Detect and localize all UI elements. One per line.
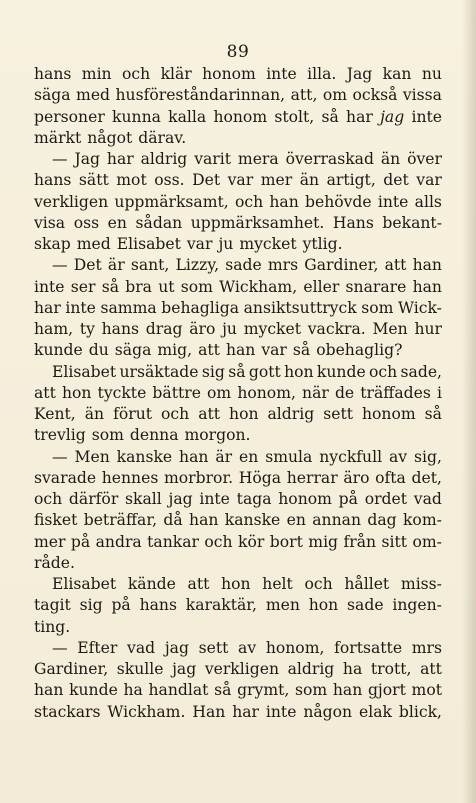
text-line	[34, 595, 442, 616]
word: mot	[411, 681, 442, 700]
word: elak	[359, 702, 392, 721]
word: kände	[127, 575, 176, 593]
word: fisket	[34, 511, 78, 530]
word: verkligen	[34, 192, 109, 211]
word: han	[412, 277, 442, 296]
word: att	[198, 341, 220, 360]
text-line	[34, 362, 442, 383]
word: hon	[221, 575, 251, 593]
text-line	[34, 128, 442, 149]
word: ytlig.	[302, 235, 343, 253]
word: mot	[116, 171, 147, 190]
word: andra	[95, 532, 142, 551]
word: verkligen	[204, 660, 279, 678]
word: vad	[127, 638, 156, 657]
word: om	[322, 86, 348, 105]
word: hon	[61, 383, 92, 402]
text-line	[34, 107, 442, 128]
word: kalla	[168, 107, 207, 126]
word: så	[321, 107, 339, 126]
word: drag	[145, 320, 183, 338]
word: kom-	[402, 511, 442, 530]
word: Jag	[74, 150, 101, 168]
word: som	[295, 681, 328, 700]
word: snarare	[345, 277, 407, 296]
word: Gardiner,	[304, 256, 379, 275]
word: beträffar,	[83, 511, 158, 530]
word: tagit	[34, 596, 71, 615]
text-line	[34, 340, 442, 361]
word: också	[352, 86, 398, 105]
word: i	[437, 383, 442, 402]
word: inte	[199, 490, 230, 508]
word: hon	[284, 362, 314, 381]
word: oss.	[154, 171, 185, 190]
word: hans	[101, 320, 140, 338]
page-number: 89	[226, 42, 250, 62]
word: mycket	[243, 320, 301, 338]
word: gjort	[367, 681, 406, 700]
word: Men	[74, 447, 110, 466]
word: en	[239, 447, 259, 466]
text-line	[34, 404, 442, 425]
word: han	[189, 511, 219, 530]
word: någon	[303, 702, 353, 721]
word: så	[214, 681, 232, 700]
word: än	[380, 150, 401, 168]
word: inte	[34, 277, 65, 296]
word: av	[388, 447, 408, 466]
word: hans	[34, 171, 72, 190]
word: Jag	[346, 65, 373, 83]
word: tyckte	[97, 383, 147, 402]
word: och	[204, 532, 233, 551]
word: Höga	[238, 468, 282, 487]
word: behövde	[304, 192, 372, 211]
word: kanske	[116, 447, 173, 466]
word: han	[412, 256, 442, 275]
word: bekant-	[382, 213, 442, 232]
word: Det	[73, 256, 102, 275]
text-line	[34, 255, 442, 276]
word: sådan	[135, 213, 183, 232]
word: vissa	[402, 86, 442, 105]
word: hon	[308, 596, 339, 615]
word: hennes	[101, 468, 159, 487]
word: —	[52, 256, 68, 275]
word: stolt,	[274, 107, 315, 126]
word: och	[234, 192, 264, 211]
text-line	[34, 192, 442, 213]
word: gott	[248, 362, 281, 381]
word: Kent,	[34, 405, 76, 423]
word: honom	[278, 490, 332, 508]
word: alls	[414, 192, 442, 211]
word: har	[106, 150, 134, 168]
word: karaktär,	[185, 596, 257, 615]
word: och	[34, 490, 63, 508]
word: över	[407, 150, 442, 168]
word: märkt	[34, 128, 82, 147]
word: om	[207, 383, 232, 402]
word: nyckfull	[319, 447, 383, 466]
word: som	[180, 277, 213, 296]
word: råde.	[34, 553, 75, 572]
word: kunde	[34, 341, 83, 360]
word: att,	[290, 86, 318, 105]
word: Wick-	[398, 298, 442, 317]
word: att	[34, 383, 56, 402]
word: en	[286, 511, 306, 530]
text-line	[34, 659, 442, 680]
word: och	[369, 362, 398, 381]
word: honom,	[237, 383, 296, 402]
text-line	[34, 277, 442, 298]
word: vackra.	[307, 320, 366, 338]
word: illa.	[307, 65, 337, 83]
word: inte	[411, 107, 442, 126]
word: Elisabet	[52, 362, 117, 381]
word: honom	[361, 405, 416, 423]
word: taga	[236, 490, 272, 508]
text-line	[34, 553, 442, 574]
word: samma	[100, 298, 157, 317]
text-line	[34, 680, 442, 701]
word: ofta	[375, 468, 406, 487]
word: inte	[266, 65, 297, 83]
body-text	[34, 64, 442, 723]
word: ser	[70, 277, 96, 296]
text-line	[34, 617, 442, 638]
word: säga	[34, 86, 71, 105]
word: hållet	[344, 575, 390, 593]
text-line	[34, 149, 442, 170]
word: det,	[411, 468, 442, 487]
text-line	[34, 425, 442, 446]
word: honom,	[265, 638, 325, 657]
word: sett	[198, 638, 229, 657]
word: —	[52, 638, 68, 657]
word: miss-	[400, 575, 442, 593]
word: denna	[129, 426, 179, 445]
text-line	[34, 170, 442, 191]
word: Efter	[77, 638, 118, 657]
word: skall	[125, 490, 162, 508]
word: sade	[347, 596, 384, 615]
word: hur	[414, 320, 442, 338]
word: ju	[222, 320, 237, 338]
word: —	[52, 150, 68, 168]
word: honom	[213, 107, 268, 126]
word: Det	[192, 171, 221, 190]
word: grymt,	[237, 681, 290, 700]
word: förut	[113, 405, 153, 423]
word: aldrig	[267, 405, 315, 423]
text-line	[34, 638, 442, 659]
word: skulle	[116, 660, 164, 678]
word: kunde	[316, 362, 366, 381]
word: har	[232, 702, 259, 721]
word: stackars	[34, 702, 101, 721]
word: bättre	[152, 383, 201, 402]
word: sig	[201, 362, 225, 381]
word: som	[91, 426, 124, 445]
word: därav.	[138, 128, 187, 147]
word: bort	[269, 532, 303, 551]
word: som	[361, 298, 394, 317]
word: sätt	[78, 171, 109, 190]
word: nu	[421, 65, 442, 83]
word: säga	[114, 341, 152, 360]
word: han	[179, 447, 209, 466]
word: men	[265, 596, 300, 615]
word: mrs	[267, 256, 299, 275]
word: har	[34, 298, 61, 317]
word: kan	[382, 65, 412, 83]
word: att	[198, 405, 221, 423]
word: han	[225, 341, 256, 360]
word: om-	[412, 532, 442, 551]
word: sade	[225, 256, 262, 275]
word: aldrig	[287, 660, 335, 678]
word: Gardiner,	[34, 660, 109, 678]
word: han	[332, 681, 363, 700]
word: mig,	[157, 341, 193, 360]
word: hon	[229, 405, 259, 423]
word: hans	[34, 65, 72, 83]
text-line	[34, 468, 442, 489]
word: Elisabet	[116, 235, 181, 253]
text-line	[34, 319, 442, 340]
text-line	[34, 383, 442, 404]
word: Han	[192, 702, 226, 721]
word: mrs	[411, 638, 442, 657]
word: han	[34, 681, 64, 700]
word: äro	[189, 320, 216, 338]
word: vad	[413, 490, 442, 508]
word: inte	[65, 298, 96, 317]
word: hans	[139, 596, 177, 615]
word: ham,	[34, 320, 74, 338]
word: träffades	[360, 383, 431, 402]
word: på	[338, 490, 358, 508]
text-line	[34, 85, 442, 106]
text-line	[34, 574, 442, 595]
word: är	[215, 447, 233, 466]
word: Hans	[332, 213, 374, 232]
word: Wickham,	[219, 277, 298, 296]
word: ting.	[34, 617, 71, 636]
word: så	[424, 405, 442, 423]
word: än	[299, 171, 320, 190]
text-line	[34, 532, 442, 553]
word: de	[334, 383, 355, 402]
word: svarade	[34, 468, 97, 487]
word: så	[292, 341, 311, 360]
word: mer	[34, 532, 66, 551]
word: ingen-	[392, 596, 442, 615]
word: ut	[158, 277, 175, 296]
word: aldrig	[140, 150, 188, 168]
word: överraskad	[285, 150, 374, 168]
word: trott,	[370, 660, 412, 678]
word: sig,	[413, 447, 442, 466]
word: när	[302, 383, 329, 402]
word: morbror.	[163, 468, 234, 487]
word: på	[111, 596, 131, 615]
word: ansiktsuttryck	[243, 298, 357, 317]
word: och	[304, 575, 333, 593]
word: äro	[343, 468, 370, 487]
word: artigt,	[326, 171, 376, 190]
text-line	[34, 447, 442, 468]
word: kanske	[224, 511, 281, 530]
word: fortsatte	[334, 638, 403, 657]
word: sade,	[400, 362, 442, 381]
text-line	[34, 213, 442, 234]
word: Wickham.	[107, 702, 186, 721]
word: uppmärksamhet.	[190, 213, 325, 232]
word: morgon.	[184, 426, 251, 445]
word: min	[81, 65, 112, 83]
text-line	[34, 64, 442, 85]
word: ordet	[364, 490, 408, 508]
word: han	[269, 192, 299, 211]
word: varit	[194, 150, 232, 168]
word: en	[107, 213, 127, 232]
word: jag	[172, 660, 197, 678]
word: något	[87, 128, 133, 147]
word: inte	[377, 192, 409, 211]
word: visa	[34, 213, 66, 232]
word: mer	[260, 171, 293, 190]
text-line	[34, 298, 442, 319]
word: jag	[168, 490, 193, 508]
word: honom	[202, 65, 256, 83]
word: så	[101, 277, 119, 296]
word: obehaglig?	[316, 341, 403, 360]
word: att	[187, 575, 210, 593]
word: var	[186, 235, 213, 253]
word: och	[161, 405, 190, 423]
word: med	[76, 86, 111, 105]
word: handlat	[148, 681, 209, 700]
word: uppmärksamt,	[114, 192, 229, 211]
word: herrar	[286, 468, 338, 487]
word: var	[416, 171, 442, 190]
word: mycket	[239, 235, 297, 253]
text-line	[34, 234, 442, 255]
word: smula	[265, 447, 313, 466]
word: ha	[342, 660, 363, 678]
word: då	[163, 511, 183, 530]
word: med	[76, 235, 111, 253]
word: tankar	[147, 532, 199, 551]
word: att	[420, 660, 442, 678]
word: behagliga	[161, 298, 240, 317]
word: ursäktade	[119, 362, 199, 381]
word: sant,	[130, 256, 170, 275]
word: helt	[262, 575, 293, 593]
word: Elisabet	[52, 575, 117, 593]
text-line	[34, 702, 442, 723]
word: annan	[312, 511, 361, 530]
word: än	[84, 405, 105, 423]
word: att	[384, 256, 407, 275]
word: ha	[123, 681, 143, 700]
word: Men	[372, 320, 408, 338]
word: bra	[125, 277, 152, 296]
word: mig	[308, 532, 339, 551]
word: sett	[323, 405, 353, 423]
word: sig	[79, 596, 103, 615]
word: på	[70, 532, 91, 551]
word: är	[107, 256, 125, 275]
page-edge-shadow	[462, 0, 476, 803]
word: mera	[237, 150, 279, 168]
word: skap	[34, 235, 71, 253]
word: —	[52, 447, 68, 466]
word: kunna	[112, 107, 161, 126]
word: dag	[367, 511, 397, 530]
word: jag	[380, 107, 405, 126]
word: husföreståndarinnan,	[115, 86, 286, 105]
word: du	[88, 341, 109, 360]
word: var	[227, 171, 254, 190]
word: inte	[265, 702, 297, 721]
word: ju	[218, 235, 234, 253]
word: Lizzy,	[175, 256, 220, 275]
word: från	[343, 532, 377, 551]
text-line	[34, 489, 442, 510]
word: av	[238, 638, 257, 657]
word: trevlig	[34, 426, 86, 445]
text-line	[34, 510, 442, 531]
word: kör	[238, 532, 265, 551]
word: klär	[160, 65, 192, 83]
word: därför	[68, 490, 119, 508]
word: jag	[164, 638, 189, 657]
word: sitt	[381, 532, 408, 551]
word: blick,	[398, 702, 442, 721]
word: personer	[34, 107, 105, 126]
word: det	[383, 171, 409, 190]
word: ty	[79, 320, 95, 338]
word: och	[122, 65, 151, 83]
word: har	[346, 107, 373, 126]
word: eller	[303, 277, 340, 296]
word: kunde	[69, 681, 118, 700]
word: var	[261, 341, 287, 360]
word: så	[228, 362, 246, 381]
word: oss	[73, 213, 100, 232]
